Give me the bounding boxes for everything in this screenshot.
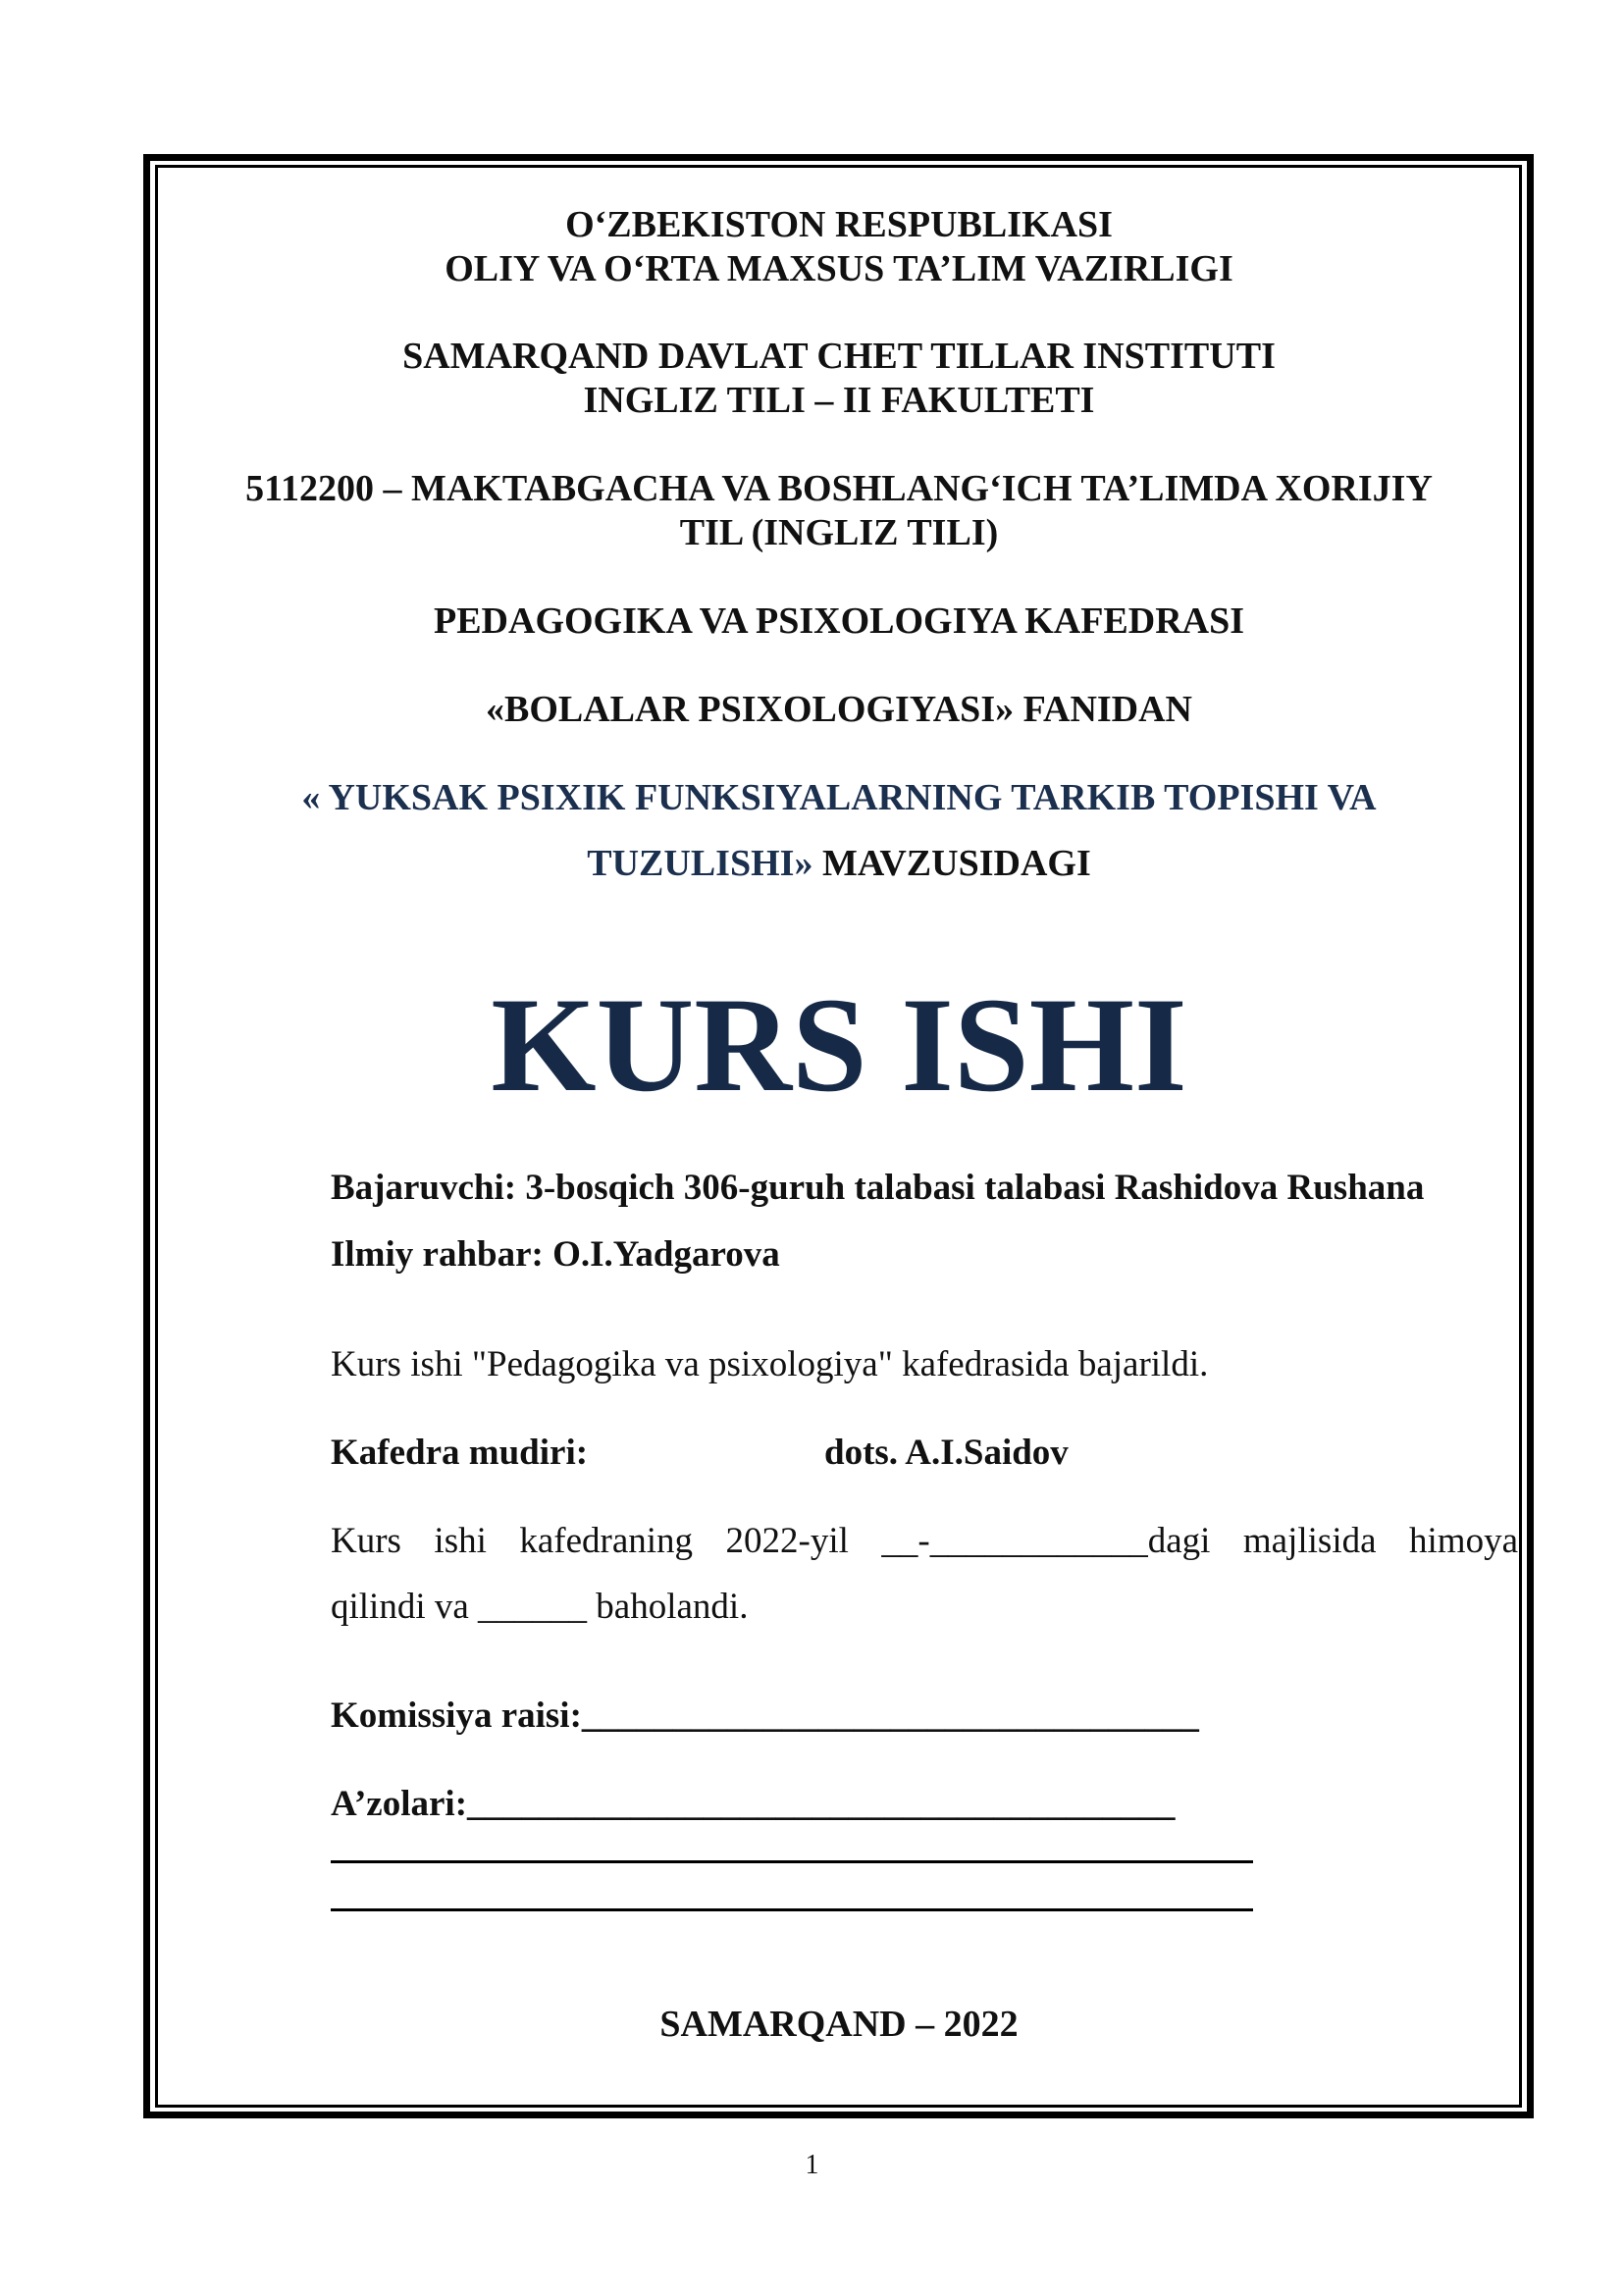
institute-heading: SAMARQAND DAVLAT CHET TILLAR INSTITUTI (402, 336, 1276, 377)
signature-rule-1 (331, 1860, 1253, 1863)
topic-line2 (157, 841, 1521, 886)
topic-suffix: MAVZUSIDAGI (812, 843, 1091, 884)
document-title: KURS ISHI (491, 969, 1187, 1120)
topic-line1: « YUKSAK PSIXIK FUNKSIYALARNING TARKIB TOPISHI VA (301, 777, 1377, 818)
department-head-name: dots. A.I.Saidov (824, 1433, 1069, 1473)
completed-note: Kurs ishi "Pedagogika va psixologiya" kafedrasida bajarildi. (331, 1344, 1209, 1384)
defense-line1: Kurs ishi kafedraning 2022-yil __-____________dagi majlisida himoya (331, 1521, 1518, 1561)
members-line: A’zolari:_______________________________________ (331, 1784, 1176, 1824)
signature-rule-2 (331, 1908, 1253, 1911)
page-number: 1 (805, 2150, 819, 2180)
subject-heading: «BOLALAR PSIXOLOGIYASI» FANIDAN (485, 689, 1192, 730)
topic-name-end: TUZULISHI» (587, 843, 813, 884)
performer-line: Bajaruvchi: 3-bosqich 306-guruh talabasi talabasi Rashidova Rushana (331, 1168, 1425, 1208)
defense-line2: qilindi va ______ baholandi. (331, 1587, 749, 1627)
supervisor-line: Ilmiy rahbar: O.I.Yadgarova (331, 1234, 780, 1275)
city-year: SAMARQAND – 2022 (659, 2004, 1019, 2045)
specialty-heading-line2: TIL (INGLIZ TILI) (679, 512, 999, 553)
ministry-heading: OLIY VA O‘RTA MAXSUS TA’LIM VAZIRLIGI (445, 248, 1233, 289)
country-heading: O‘ZBEKISTON RESPUBLIKASI (565, 204, 1113, 245)
department-heading: PEDAGOGIKA VA PSIXOLOGIYA KAFEDRASI (434, 600, 1244, 642)
specialty-heading-line1: 5112200 – MAKTABGACHA VA BOSHLANG‘ICH TA’LIMDA XORIJIY (245, 468, 1433, 509)
department-head-label: Kafedra mudiri: (331, 1433, 589, 1473)
faculty-heading: INGLIZ TILI – II FAKULTETI (583, 380, 1095, 421)
commission-chair-line: Komissiya raisi:__________________________________ (331, 1695, 1199, 1736)
